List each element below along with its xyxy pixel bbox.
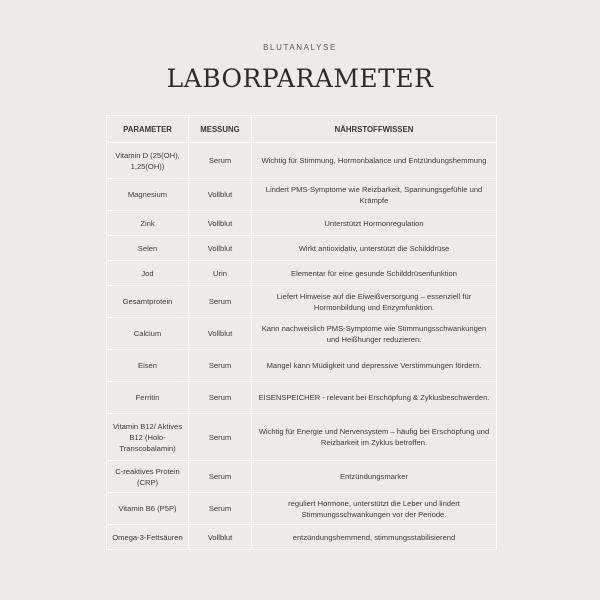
table-row bbox=[107, 261, 497, 286]
cell-wissen: entzündungshemmend, stimmungsstabilisierend bbox=[252, 525, 497, 550]
cell-wissen: Liefert Hinweise auf die Eiweißversorgung – essenziell für Hormonbildung und Enzymfunktion. bbox=[252, 286, 497, 318]
cell-messung: Serum bbox=[189, 382, 252, 414]
cell-messung: Serum bbox=[189, 461, 252, 493]
table-row bbox=[107, 493, 497, 525]
column-header-messung: MESSUNG bbox=[189, 116, 252, 143]
cell-wissen: Unterstützt Hormonregulation bbox=[252, 211, 497, 236]
table-row bbox=[107, 143, 497, 179]
cell-messung: Serum bbox=[189, 350, 252, 382]
cell-wissen: Wichtig für Stimmung, Hormonbalance und Entzündungshemmung bbox=[252, 143, 497, 179]
cell-messung: Serum bbox=[189, 414, 252, 461]
cell-parameter: Magnesium bbox=[107, 179, 189, 211]
cell-parameter: Calcium bbox=[107, 318, 189, 350]
table-row bbox=[107, 382, 497, 414]
cell-messung: Vollblut bbox=[189, 179, 252, 211]
table-row bbox=[107, 318, 497, 350]
page-kicker: BLUTANALYSE bbox=[263, 43, 337, 52]
cell-wissen: Entzündungsmarker bbox=[252, 461, 497, 493]
cell-parameter: Eisen bbox=[107, 350, 189, 382]
cell-parameter: Vitamin B12/ Aktives B12 (Holo-Transcobalamin) bbox=[107, 414, 189, 461]
table-row bbox=[107, 236, 497, 261]
cell-wissen: Wirkt antioxidativ, unterstützt die Schilddrüse bbox=[252, 236, 497, 261]
cell-parameter: Selen bbox=[107, 236, 189, 261]
cell-wissen: Kann nachweislich PMS-Symptome wie Stimmungsschwankungen und Heißhunger reduzieren. bbox=[252, 318, 497, 350]
cell-parameter: Omega-3-Fettsäuren bbox=[107, 525, 189, 550]
table-row bbox=[107, 525, 497, 550]
cell-messung: Serum bbox=[189, 286, 252, 318]
cell-messung: Urin bbox=[189, 261, 252, 286]
table-header-row bbox=[107, 116, 497, 143]
cell-parameter: Jod bbox=[107, 261, 189, 286]
cell-wissen: Lindert PMS-Symptome wie Reizbarkeit, Spannungsgefühle und Krämpfe bbox=[252, 179, 497, 211]
cell-parameter: Vitamin D (25(OH), 1,25(OH)) bbox=[107, 143, 189, 179]
table-row bbox=[107, 211, 497, 236]
column-header-naehrstoffwissen: NÄHRSTOFFWISSEN bbox=[252, 116, 497, 143]
cell-wissen: Mangel kann Müdigkeit und depressive Verstimmungen fördern. bbox=[252, 350, 497, 382]
page-title: LABORPARAMETER bbox=[166, 64, 434, 93]
cell-messung: Vollblut bbox=[189, 236, 252, 261]
cell-parameter: Zink bbox=[107, 211, 189, 236]
table-row bbox=[107, 350, 497, 382]
cell-parameter: C-reaktives Protein (CRP) bbox=[107, 461, 189, 493]
cell-parameter: Vitamin B6 (P5P) bbox=[107, 493, 189, 525]
cell-wissen: reguliert Hormone, unterstützt die Leber und lindert Stimmungsschwankungen vor der Periode. bbox=[252, 493, 497, 525]
cell-wissen: Elementar für eine gesunde Schilddrüsenfunktion bbox=[252, 261, 497, 286]
cell-parameter: Ferritin bbox=[107, 382, 189, 414]
lab-parameter-table bbox=[106, 115, 497, 550]
column-header-parameter: PARAMETER bbox=[107, 116, 189, 143]
cell-messung: Serum bbox=[189, 143, 252, 179]
table-row bbox=[107, 179, 497, 211]
table-row bbox=[107, 286, 497, 318]
table-row bbox=[107, 461, 497, 493]
cell-messung: Vollblut bbox=[189, 318, 252, 350]
cell-wissen: EISENSPEICHER - relevant bei Erschöpfung & Zyklusbeschwerden. bbox=[252, 382, 497, 414]
cell-messung: Serum bbox=[189, 493, 252, 525]
cell-wissen: Wichtig für Energie und Nervensystem – häufig bei Erschöpfung und Reizbarkeit im Zyklus betroffen. bbox=[252, 414, 497, 461]
cell-parameter: Gesamtprotein bbox=[107, 286, 189, 318]
cell-messung: Vollblut bbox=[189, 525, 252, 550]
table-row bbox=[107, 414, 497, 461]
cell-messung: Vollblut bbox=[189, 211, 252, 236]
